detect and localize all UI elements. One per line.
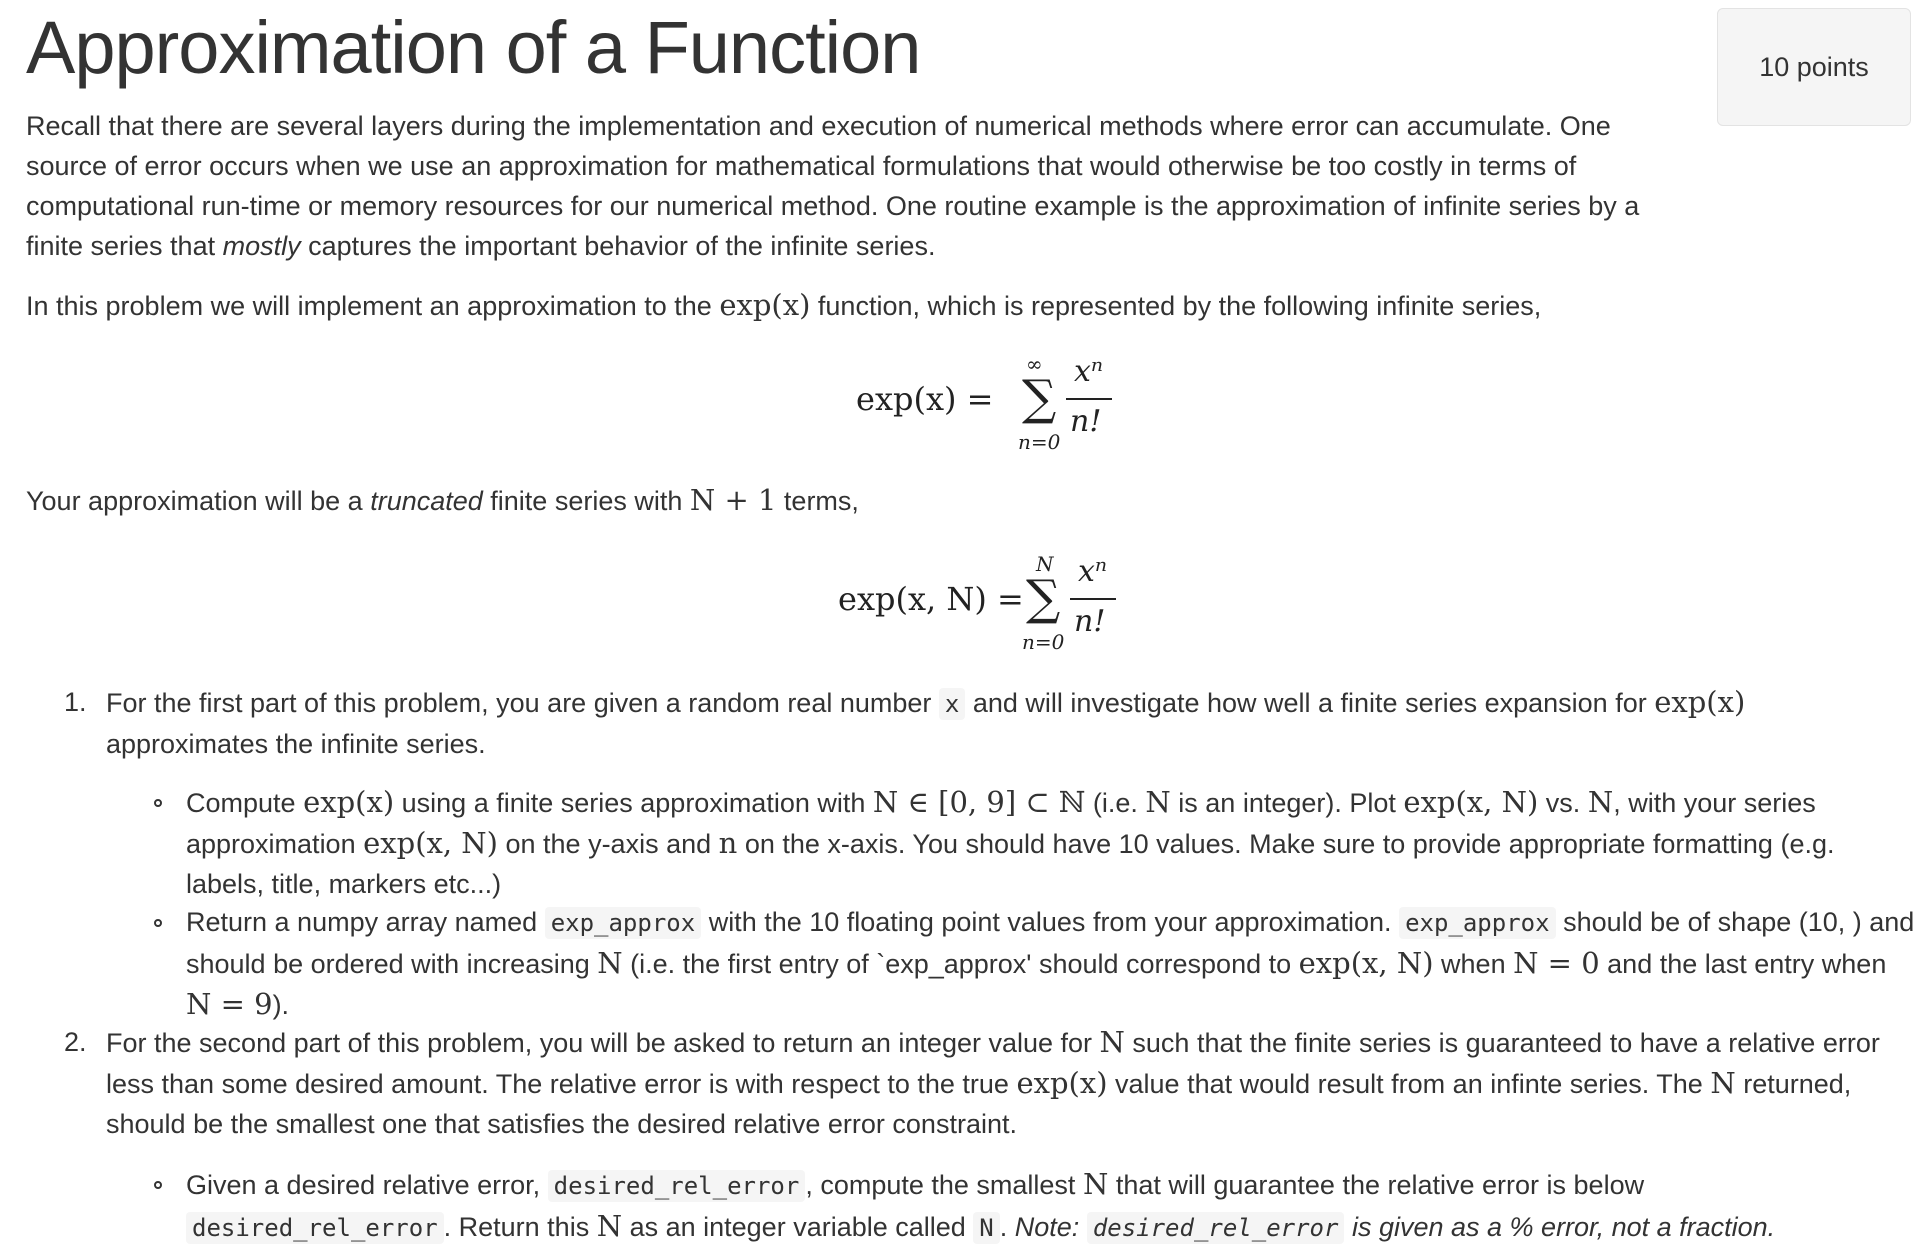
equation-1-denominator: n!: [1070, 404, 1102, 439]
equation-infinite-series: [856, 352, 1116, 462]
equation-2-upper-limit: N: [1036, 552, 1054, 576]
math-exp-x-2: exp(x): [1654, 685, 1746, 719]
equation-1-upper-limit: ∞: [1026, 352, 1043, 376]
list-item-1-bullet-2: Return a numpy array named exp_approx with the 10 floating point values from your approximation. exp_approx should be of shape (10, ) and should be ordered with increasing N (i.e. the first entry of `exp_approx' should correspond to exp(x, N) when N = 0 and the last entry when N = 9).: [186, 902, 1916, 1025]
bullet-circle-icon: [154, 799, 162, 807]
code-n: N: [973, 1212, 999, 1244]
equation-1-fraction-bar: [1066, 398, 1112, 400]
equation-1-numerator: xⁿ: [1074, 354, 1104, 389]
intro-paragraph-3: Your approximation will be a truncated finite series with N + 1 terms,: [26, 483, 859, 517]
code-exp-approx-2: exp_approx: [1399, 907, 1556, 939]
equation-1-lhs: exp(x) =: [856, 380, 994, 418]
intro-paragraph-2: In this problem we will implement an approximation to the exp(x) function, which is represented by the following infinite series,: [26, 288, 1542, 322]
bullet-circle-icon: [154, 1181, 162, 1189]
list-number-1: 1.: [64, 687, 87, 717]
intro-paragraph-1: Recall that there are several layers during the implementation and execution of numerical methods where error can accumulate. One source of error occurs when we use an approximation for mathematical formulations that would otherwise be too costly in terms of computational run-time or memory resources for our numerical method. One routine example is the approximation of infinite series by a finite series that mostly captures the important behavior of the infinite series.: [26, 111, 1640, 261]
list-item-1-bullet-1: Compute exp(x) using a finite series approximation with N ∈ [0, 9] ⊂ ℕ (i.e. N is an integer). Plot exp(x, N) vs. N, with your series approximation exp(x, N) on the y-axis and n on the x-axis. You should have 10 values. Make sure to provide appropriate formatting (e.g. labels, title, markers etc...): [186, 782, 1916, 904]
points-badge: 10 points: [1717, 8, 1911, 126]
math-exp-x: exp(x): [719, 288, 811, 322]
emphasis-truncated: truncated: [370, 486, 483, 516]
bullet-circle-icon: [154, 919, 162, 927]
list-item-1-text: For the first part of this problem, you are given a random real number x and will investigate how well a finite series expansion for exp(x) approximates the infinite series.: [106, 685, 1746, 759]
emphasis-mostly: mostly: [222, 231, 301, 261]
equation-2-fraction-bar: [1070, 598, 1116, 600]
code-desired-rel-error-3: desired_rel_error: [1087, 1212, 1345, 1244]
equation-2-lhs: exp(x, N) =: [838, 580, 1024, 618]
sigma-symbol-2: ∑: [1026, 570, 1061, 626]
list-item-2-text: For the second part of this problem, you will be asked to return an integer value for N such that the finite series is guaranteed to have a relative error less than some desired amount. The relative error is with respect to the true exp(x) value that would result from an infinte series. The N returned, should be the smallest one that satisfies the desired relative error constraint.: [106, 1025, 1880, 1139]
code-exp-approx: exp_approx: [545, 907, 702, 939]
note-text: Note: desired_rel_error is given as a % error, not a fraction.: [1014, 1212, 1776, 1242]
code-desired-rel-error: desired_rel_error: [548, 1170, 806, 1202]
sigma-symbol: ∑: [1022, 370, 1057, 426]
page-title: Approximation of a Function: [26, 6, 921, 89]
equation-2-numerator: xⁿ: [1078, 554, 1108, 589]
list-number-2: 2.: [64, 1027, 87, 1057]
code-x: x: [939, 688, 965, 720]
equation-truncated-series: [838, 552, 1138, 662]
code-desired-rel-error-2: desired_rel_error: [186, 1212, 444, 1244]
equation-2-denominator: n!: [1074, 604, 1106, 639]
equation-1-lower-limit: n=0: [1018, 430, 1061, 454]
math-n-plus-one: N + 1: [689, 483, 777, 517]
list-item-2-bullet-1: Given a desired relative error, desired_rel_error , compute the smallest N that will guarantee the relative error is below desired_rel_error . Return this N as an integer variable called N . Note: desired_rel_error is given as a % error, not a fraction.: [186, 1164, 1916, 1248]
equation-2-lower-limit: n=0: [1022, 630, 1065, 654]
